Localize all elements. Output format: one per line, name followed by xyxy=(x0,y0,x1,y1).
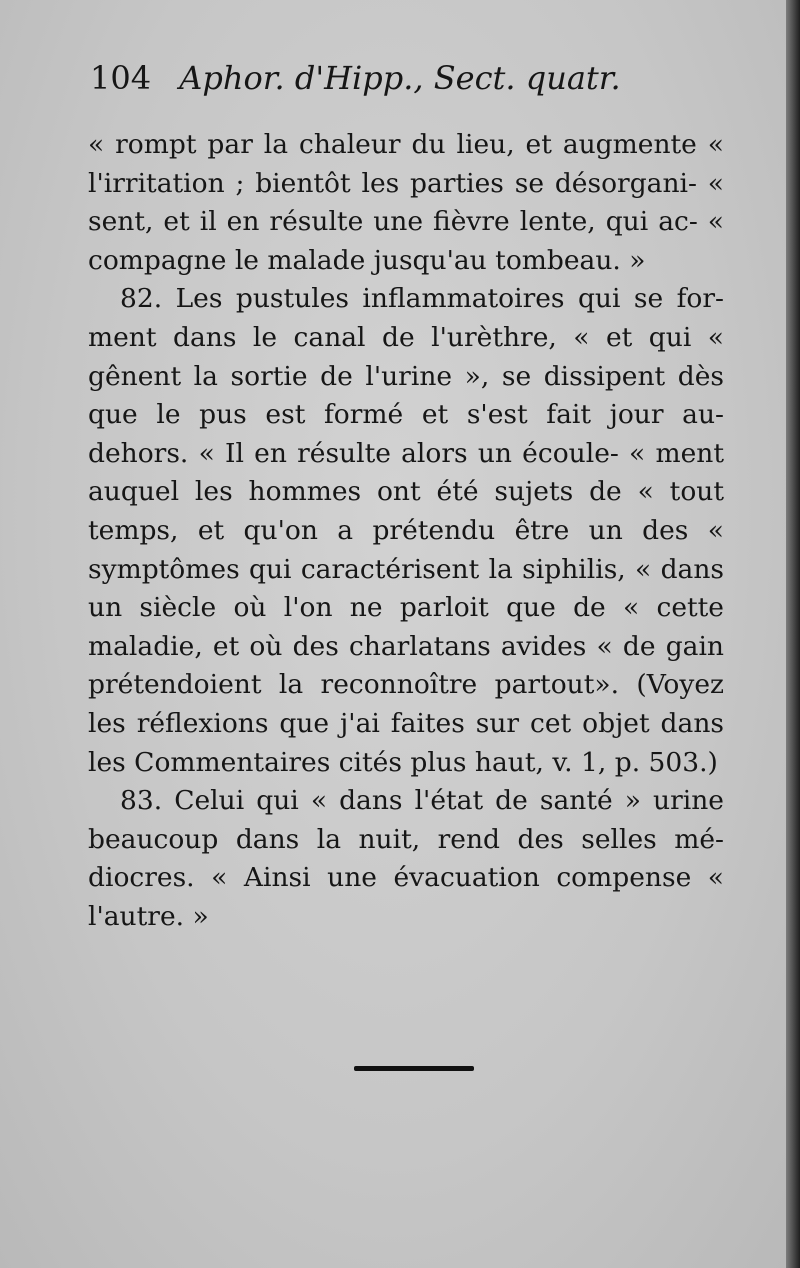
paragraph-aphorism-83: 83. Celui qui « dans l'état de santé » urine beaucoup dans la nuit, rend des selles mé- diocres. « Ainsi une évacuation compense « l'autre. » xyxy=(88,785,724,932)
running-title: Aphor. d'Hipp., Sect. quatr. xyxy=(179,59,621,97)
section-end-rule xyxy=(354,1066,474,1071)
paragraph-continuation: « rompt par la chaleur du lieu, et augmente « l'irritation ; bientôt les parties se désorgani- « sent, et il en résulte une fièvre lente, qui ac- « compagne le malade jusqu'au tombeau. » xyxy=(88,129,724,276)
body-text xyxy=(88,126,724,936)
paragraph-aphorism-82: 82. Les pustules inflammatoires qui se for- ment dans le canal de l'urèthre, « et qui « gênent la sortie de l'urine », se dissipent dès que le pus est formé et s'est fait jour au-dehors. « Il en résulte alors un écoule- « ment auquel les hommes ont été sujets de « tout temps, et qu'on a prétendu être un des « symptômes qui caractérisent la siphilis, « dans un siècle où l'on ne parloit que de « cette maladie, et où des charlatans avides « de gain prétendoient la reconnoître partout». (Voyez les réflexions que j'ai faites sur cet objet dans les Commentaires cités plus haut, v. 1, p. 503.) xyxy=(88,283,724,778)
page-edge-shadow xyxy=(786,0,800,1268)
page-number: 104 xyxy=(90,59,152,97)
page-header xyxy=(90,56,621,100)
